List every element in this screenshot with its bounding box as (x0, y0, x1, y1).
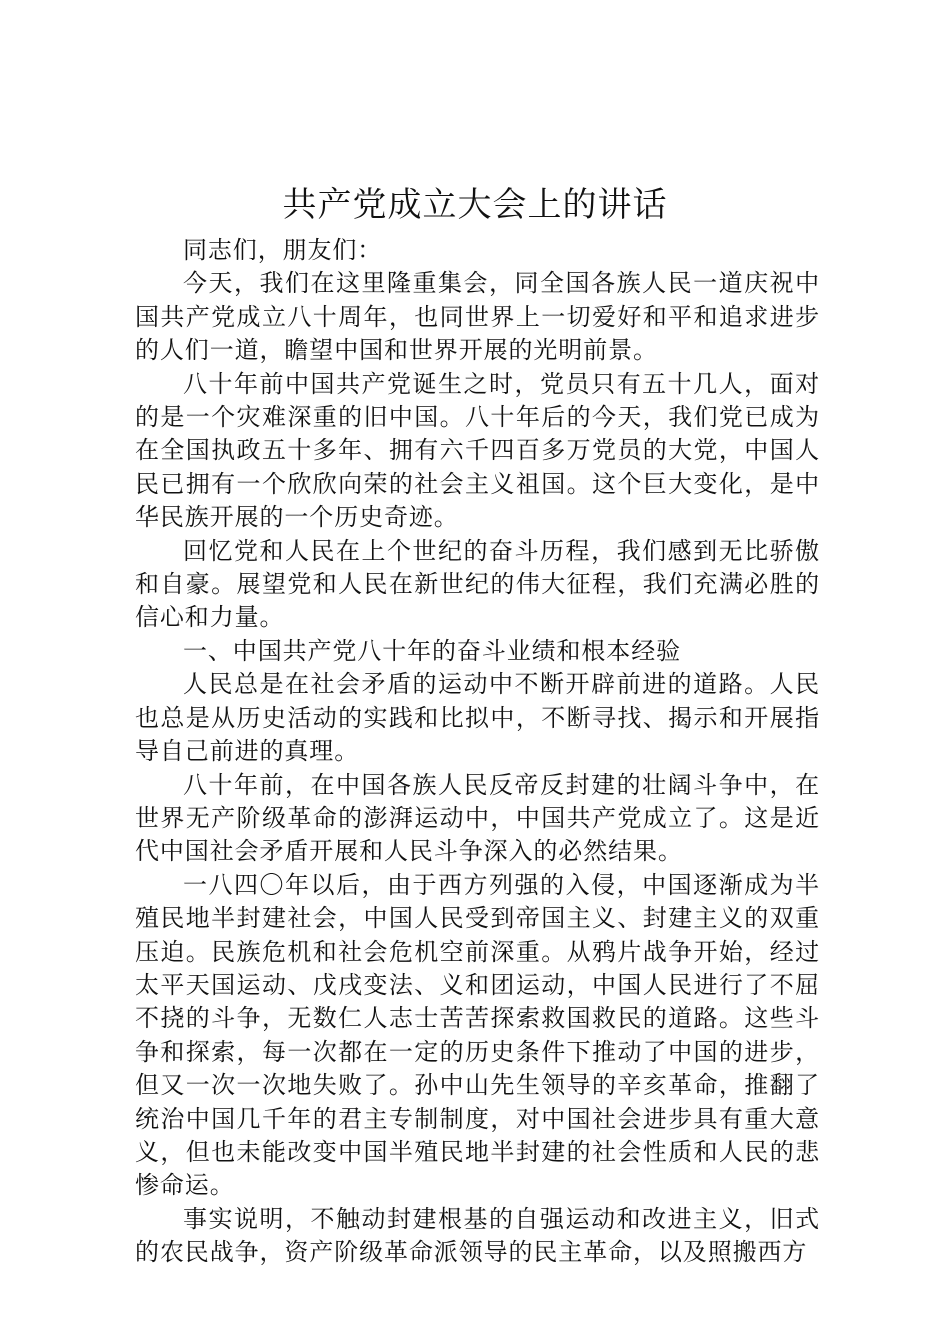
paragraph: 今天，我们在这里隆重集会，同全国各族人民一道庆祝中国共产党成立八十周年，也同世界上一切爱好和平和追求进步的人们一道，瞻望中国和世界开展的光明前景。 (135, 269, 820, 365)
section-heading: 一、中国共产党八十年的奋斗业绩和根本经验 (183, 636, 681, 665)
paragraph: 八十年前，在中国各族人民反帝反封建的壮阔斗争中，在世界无产阶级革命的澎湃运动中，中国共产党成立了。这是近代中国社会矛盾开展和人民斗争深入的必然结果。 (135, 770, 820, 866)
paragraph-greeting: 同志们，朋友们： (183, 236, 383, 264)
paragraph: 八十年前中国共产党诞生之时，党员只有五十几人，面对的是一个灾难深重的旧中国。八十年后的今天，我们党已成为在全国执政五十多年、拥有六千四百多万党员的大党，中国人民已拥有一个欣欣向荣的社会主义祖国。这个巨大变化，是中华民族开展的一个历史奇迹。 (135, 369, 820, 532)
paragraph: 回忆党和人民在上个世纪的奋斗历程，我们感到无比骄傲和自豪。展望党和人民在新世纪的伟大征程，我们充满必胜的信心和力量。 (135, 536, 820, 632)
paragraph: 人民总是在社会矛盾的运动中不断开辟前进的道路。人民也总是从历史活动的实践和比拟中，不断寻找、揭示和开展指导自己前进的真理。 (135, 670, 820, 766)
paragraph: 事实说明，不触动封建根基的自强运动和改进主义，旧式的农民战争，资产阶级革命派领导的民主革命，以及照搬西方 (135, 1204, 820, 1267)
paragraph: 一八四〇年以后，由于西方列强的入侵，中国逐渐成为半殖民地半封建社会，中国人民受到帝国主义、封建主义的双重压迫。民族危机和社会危机空前深重。从鸦片战争开始，经过太平天国运动、戊戌变法、义和团运动，中国人民进行了不屈不挠的斗争，无数仁人志士苦苦探索救国救民的道路。这些斗争和探索，每一次都在一定的历史条件下推动了中国的进步，但又一次一次地失败了。孙中山先生领导的辛亥革命，推翻了统治中国几千年的君主专制制度，对中国社会进步具有重大意义，但也未能改变中国半殖民地半封建的社会性质和人民的悲惨命运。 (135, 870, 820, 1200)
document-body (135, 234, 820, 1270)
document-title: 共产党成立大会上的讲话 (282, 185, 668, 225)
